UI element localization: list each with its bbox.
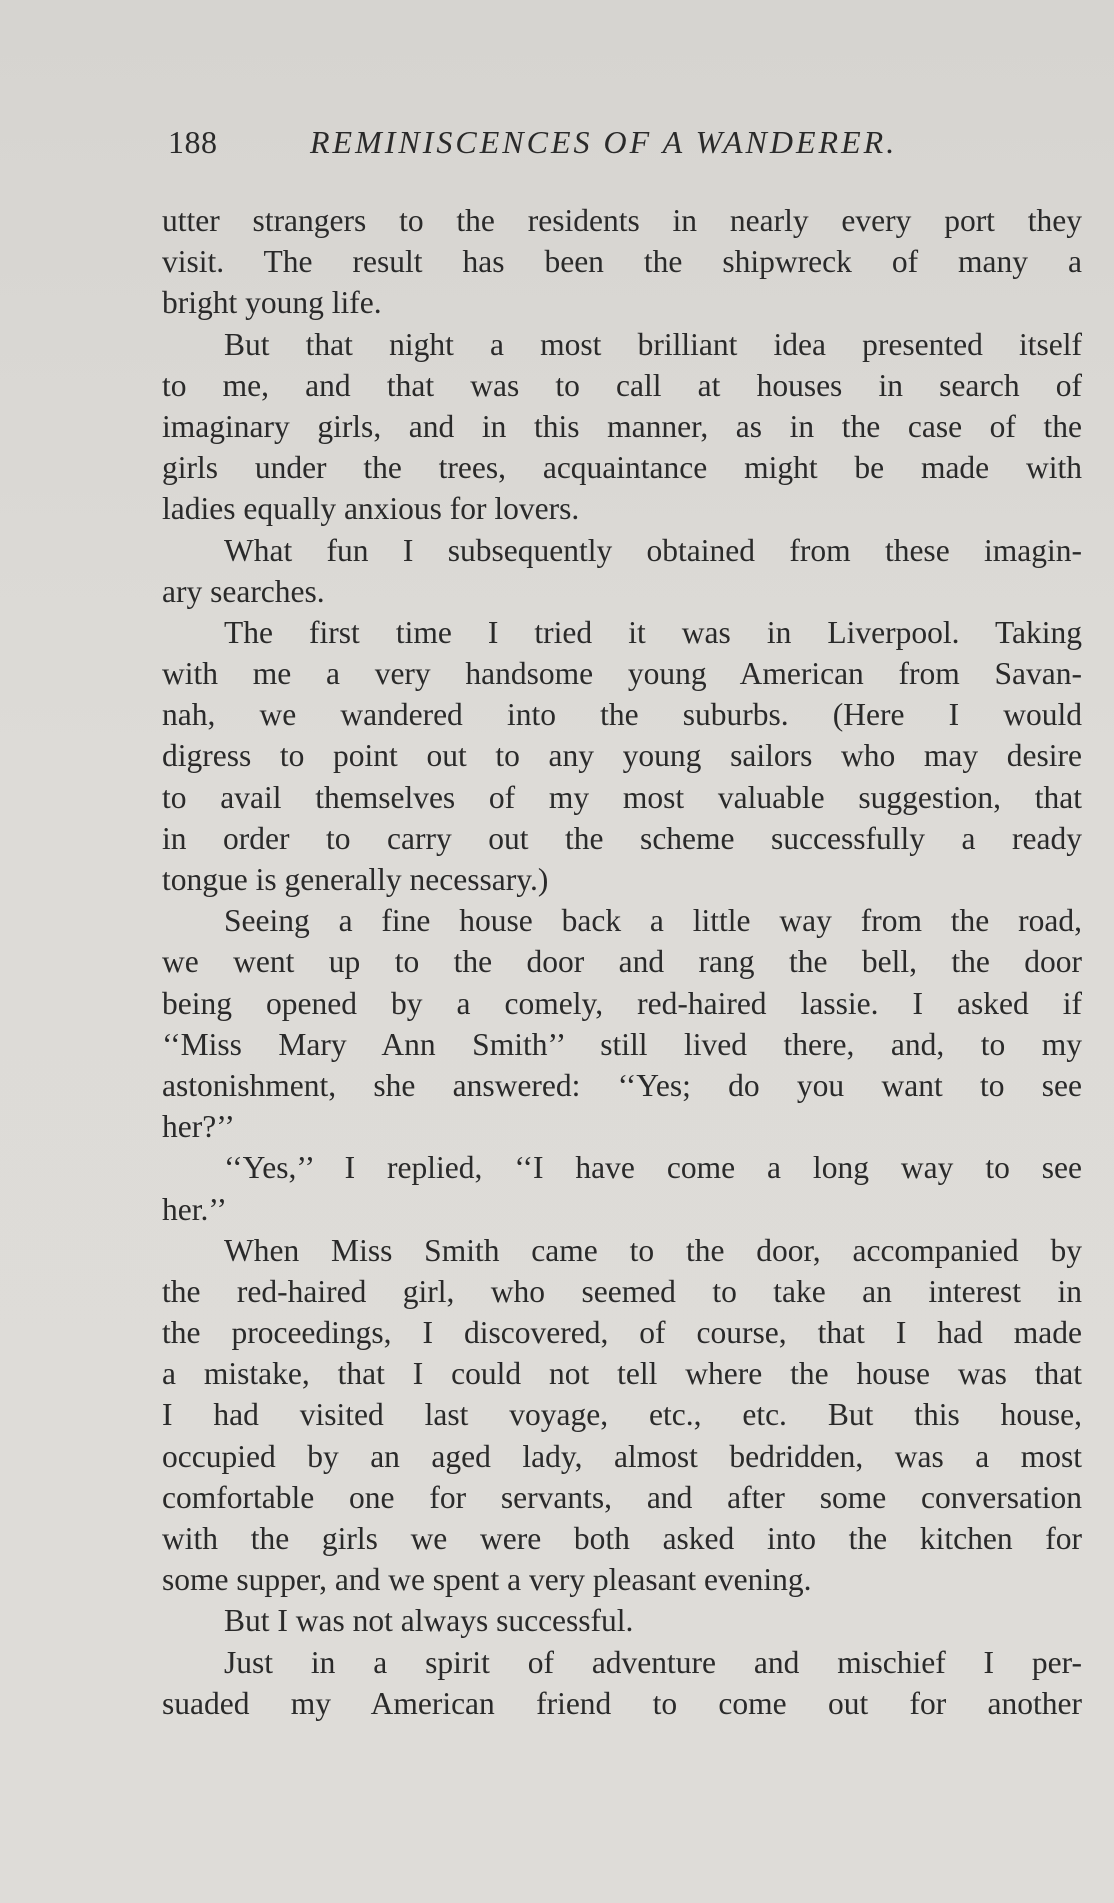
text-line: ary searches.	[162, 573, 325, 609]
text-line: digress to point out to any young sailors who may desire	[162, 738, 1082, 774]
page-header	[168, 124, 968, 174]
text-line: bright young life.	[162, 285, 382, 321]
text-line: ‘‘Yes,’’ I replied, ‘‘I have come a long way to see	[224, 1150, 1082, 1186]
text-line: in order to carry out the scheme successfully a ready	[162, 820, 1082, 856]
text-line: But that night a most brilliant idea presented itself	[224, 326, 1082, 362]
text-line: astonishment, she answered: ‘‘Yes; do you want to see	[162, 1067, 1082, 1103]
text-line: with me a very handsome young American from Savan-	[162, 656, 1082, 692]
text-line: When Miss Smith came to the door, accompanied by	[224, 1232, 1082, 1268]
text-line: ladies equally anxious for lovers.	[162, 491, 580, 527]
text-line: Just in a spirit of adventure and mischief I per-	[224, 1644, 1082, 1680]
text-line: the proceedings, I discovered, of course, that I had made	[162, 1315, 1082, 1351]
text-line: a mistake, that I could not tell where the house was that	[162, 1356, 1082, 1392]
text-line: Seeing a fine house back a little way from the road,	[224, 903, 1082, 939]
text-line: some supper, and we spent a very pleasant evening.	[162, 1562, 812, 1598]
text-line: What fun I subsequently obtained from these imagin-	[224, 532, 1082, 568]
text-line: utter strangers to the residents in nearly every port they	[162, 203, 1082, 238]
text-line: occupied by an aged lady, almost bedridden, was a most	[162, 1438, 1082, 1474]
text-line: her?’’	[162, 1109, 235, 1145]
text-line: nah, we wandered into the suburbs. (Here I would	[162, 697, 1082, 733]
text-line: girls under the trees, acquaintance might be made with	[162, 450, 1082, 486]
text-line: with the girls we were both asked into the kitchen for	[162, 1521, 1082, 1556]
text-line: to avail themselves of my most valuable suggestion, that	[162, 779, 1082, 815]
text-line: I had visited last voyage, etc., etc. But this house,	[162, 1397, 1082, 1433]
text-line: ‘‘Miss Mary Ann Smith’’ still lived there, and, to my	[162, 1026, 1082, 1062]
text-line: the red-haired girl, who seemed to take an interest in	[162, 1273, 1082, 1309]
page-number: 188	[168, 124, 218, 160]
text-line: tongue is generally necessary.)	[162, 862, 549, 897]
text-line: her.’’	[162, 1191, 227, 1227]
text-line: being opened by a comely, red-haired lassie. I asked if	[162, 985, 1082, 1021]
text-line: But I was not always successful.	[224, 1603, 634, 1639]
text-line: to me, and that was to call at houses in search of	[162, 367, 1082, 403]
text-line: we went up to the door and rang the bell, the door	[162, 944, 1082, 980]
text-line: comfortable one for servants, and after some conversation	[162, 1479, 1082, 1515]
body-text	[162, 200, 1082, 1724]
text-line: visit. The result has been the shipwreck of many a	[162, 244, 1082, 280]
running-title: REMINISCENCES OF A WANDERER.	[310, 124, 898, 160]
text-line: suaded my American friend to come out for another	[162, 1685, 1082, 1721]
text-line: imaginary girls, and in this manner, as in the case of the	[162, 408, 1082, 444]
text-line: The first time I tried it was in Liverpool. Taking	[224, 614, 1082, 650]
